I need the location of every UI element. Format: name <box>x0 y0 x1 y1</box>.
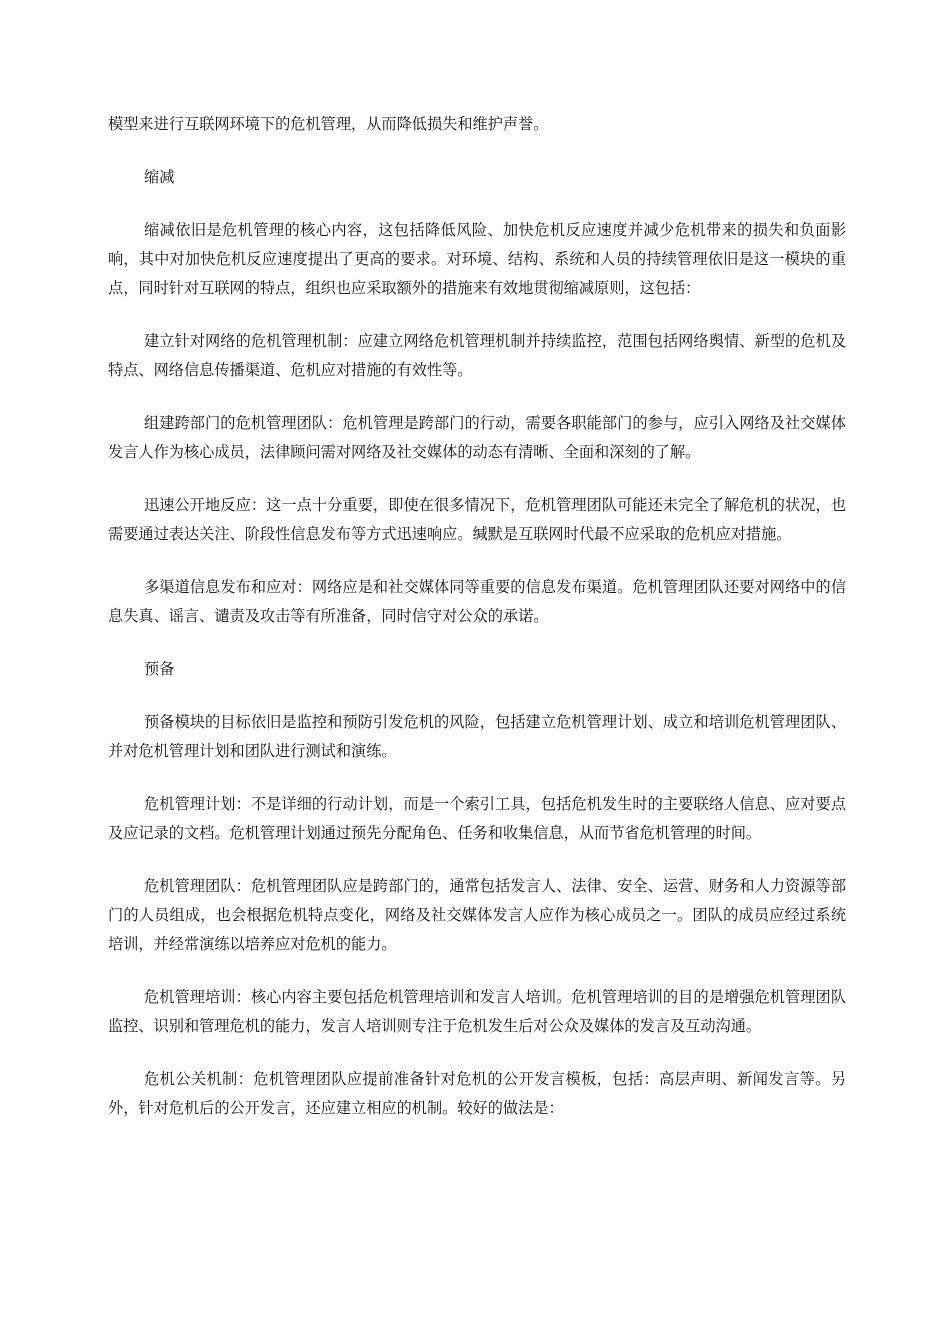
document-page <box>108 110 846 1123</box>
paragraph-network-mechanism: 建立针对网络的危机管理机制：应建立网络危机管理机制并持续监控，范围包括网络舆情、新型的危机及特点、网络信息传播渠道、危机应对措施的有效性等。 <box>108 332 846 379</box>
paragraph-reduction-overview: 缩减依旧是危机管理的核心内容，这包括降低风险、加快危机反应速度并减少危机带来的损失和负面影响，其中对加快危机反应速度提出了更高的要求。对环境、结构、系统和人员的持续管理依旧是这一模块的重点，同时针对互联网的特点，组织也应采取额外的措施来有效地贯彻缩减原则，这包括： <box>108 221 846 297</box>
paragraph-cross-department-team: 组建跨部门的危机管理团队：危机管理是跨部门的行动，需要各职能部门的参与，应引入网络及社交媒体发言人作为核心成员，法律顾问需对网络及社交媒体的动态有清晰、全面和深刻的了解。 <box>108 414 846 461</box>
paragraph-rapid-response: 迅速公开地反应：这一点十分重要，即使在很多情况下，危机管理团队可能还未完全了解危机的状况，也需要通过表达关注、阶段性信息发布等方式迅速响应。缄默是互联网时代最不应采取的危机应对措施。 <box>108 496 846 543</box>
paragraph-crisis-training: 危机管理培训：核心内容主要包括危机管理培训和发言人培训。危机管理培训的目的是增强危机管理团队监控、识别和管理危机的能力，发言人培训则专注于危机发生后对公众及媒体的发言及互动沟通。 <box>108 988 846 1035</box>
paragraph-intro-continuation: 模型来进行互联网环境下的危机管理，从而降低损失和维护声誉。 <box>108 115 549 133</box>
section-heading-reduction: 缩减 <box>144 168 175 186</box>
paragraph-preparation-overview: 预备模块的目标依旧是监控和预防引发危机的风险，包括建立危机管理计划、成立和培训危机管理团队、并对危机管理计划和团队进行测试和演练。 <box>108 713 846 760</box>
paragraph-crisis-pr-mechanism: 危机公关机制：危机管理团队应提前准备针对危机的公开发言模板，包括：高层声明、新闻发言等。另外，针对危机后的公开发言，还应建立相应的机制。较好的做法是： <box>108 1070 846 1117</box>
section-heading-preparation: 预备 <box>144 660 175 678</box>
paragraph-crisis-team: 危机管理团队：危机管理团队应是跨部门的，通常包括发言人、法律、安全、运营、财务和人力资源等部门的人员组成，也会根据危机特点变化，网络及社交媒体发言人应作为核心成员之一。团队的成员应经过系统培训，并经常演练以培养应对危机的能力。 <box>108 877 846 953</box>
paragraph-crisis-plan: 危机管理计划：不是详细的行动计划，而是一个索引工具，包括危机发生时的主要联络人信息、应对要点及应记录的文档。危机管理计划通过预先分配角色、任务和收集信息，从而节省危机管理的时间。 <box>108 795 846 842</box>
paragraph-multichannel: 多渠道信息发布和应对：网络应是和社交媒体同等重要的信息发布渠道。危机管理团队还要对网络中的信息失真、谣言、谴责及攻击等有所准备，同时信守对公众的承诺。 <box>108 578 846 625</box>
